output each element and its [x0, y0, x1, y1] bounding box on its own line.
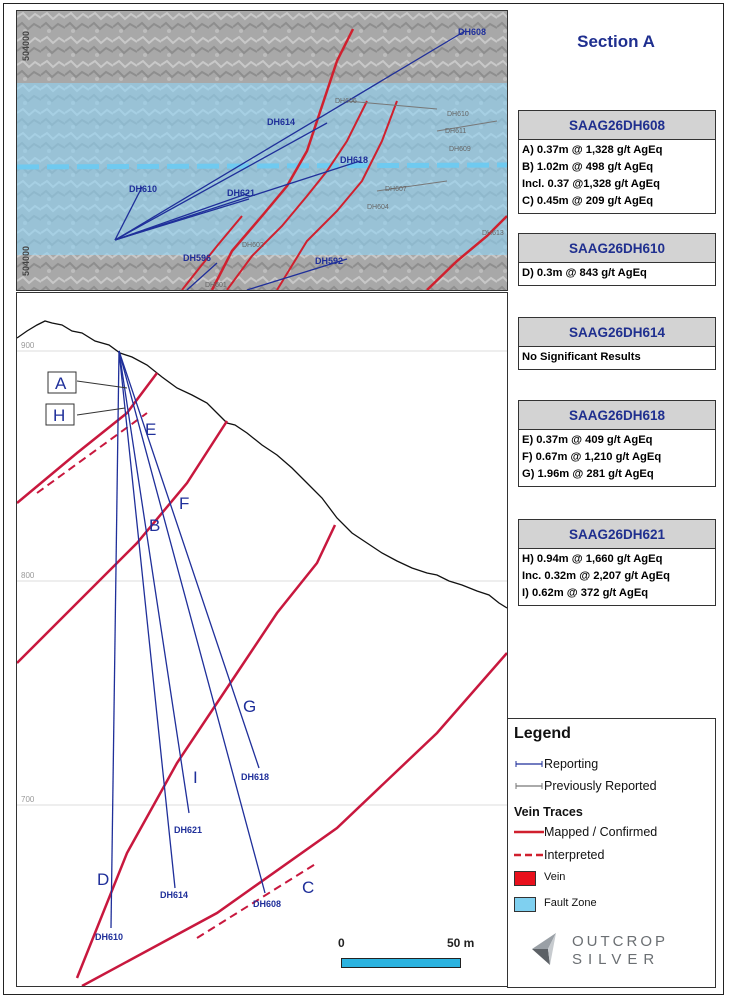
logo-line2: SILVER	[572, 951, 661, 968]
elevation-800: 800	[21, 571, 35, 580]
legend-vein-traces: Vein Traces	[514, 805, 583, 819]
map-grey-label: DH609	[449, 146, 471, 153]
point-label-a: A	[55, 374, 67, 393]
scale-bar-fill	[341, 958, 461, 968]
map-label-dh610: DH610	[129, 184, 158, 194]
result-box-dh621	[518, 519, 716, 606]
result-box-dh610	[518, 233, 716, 286]
result-line: C) 0.45m @ 209 g/t AgEq	[522, 195, 654, 207]
scale-end: 50 m	[447, 936, 475, 950]
map-grey-label: DH601	[205, 282, 227, 289]
result-box-dh614	[518, 317, 716, 370]
point-label-f: F	[179, 494, 190, 513]
map-grey-label: DH610	[447, 111, 469, 118]
result-line: A) 0.37m @ 1,328 g/t AgEq	[522, 144, 663, 156]
plan-map	[16, 10, 508, 291]
elevation-900: 900	[21, 341, 35, 350]
outcrop-logo-icon	[528, 929, 568, 969]
result-title: SAAG26DH621	[519, 520, 715, 549]
result-line: G) 1.96m @ 281 g/t AgEq	[522, 468, 654, 480]
northing-label-top: 504000	[21, 30, 31, 61]
elevation-700: 700	[21, 795, 35, 804]
result-line: Incl. 0.37 @1,328 g/t AgEq	[522, 178, 660, 190]
map-grey-label: DH606	[335, 98, 357, 105]
result-box-dh608	[518, 110, 716, 214]
section-title: Section A	[577, 32, 655, 51]
northing-label-bottom: 504000	[21, 245, 31, 276]
legend-fault-swatch	[514, 897, 536, 912]
point-label-g: G	[243, 697, 257, 716]
legend-interpreted: Interpreted	[544, 848, 605, 862]
scale-start: 0	[338, 936, 345, 950]
legend	[507, 718, 716, 988]
map-label-dh592: DH592	[315, 256, 344, 266]
map-grey-label: DH604	[367, 204, 389, 211]
section-label-dh608: DH608	[253, 899, 282, 909]
map-label-dh608: DH608	[458, 27, 487, 37]
result-line: No Significant Results	[522, 351, 641, 363]
map-label-dh618: DH618	[340, 155, 369, 165]
legend-reporting: Reporting	[544, 757, 599, 771]
result-title: SAAG26DH614	[519, 318, 715, 347]
point-label-h: H	[53, 406, 66, 425]
point-label-b: B	[149, 516, 161, 535]
result-title: SAAG26DH610	[519, 234, 715, 263]
result-line: B) 1.02m @ 498 g/t AgEq	[522, 161, 654, 173]
legend-title: Legend	[514, 725, 571, 742]
cross-section	[16, 292, 508, 987]
section-label-dh610: DH610	[95, 932, 124, 942]
map-grey-label: DH607	[385, 186, 407, 193]
result-line: F) 0.67m @ 1,210 g/t AgEq	[522, 451, 662, 463]
map-label-dh596: DH596	[183, 253, 212, 263]
logo-line1: OUTCROP	[572, 933, 668, 950]
map-grey-label: DH602	[242, 242, 264, 249]
topography-line	[17, 321, 507, 608]
point-label-i: I	[193, 768, 198, 787]
legend-mapped: Mapped / Confirmed	[544, 825, 658, 839]
map-grey-label: DH613	[482, 230, 504, 237]
result-box-dh618	[518, 400, 716, 487]
legend-vein-swatch	[514, 871, 536, 886]
map-label-dh614: DH614	[267, 117, 296, 127]
result-title: SAAG26DH618	[519, 401, 715, 430]
section-label-dh618: DH618	[241, 772, 270, 782]
result-line: D) 0.3m @ 843 g/t AgEq	[522, 267, 647, 279]
section-label-dh621: DH621	[174, 825, 203, 835]
point-label-e: E	[145, 420, 157, 439]
result-line: I) 0.62m @ 372 g/t AgEq	[522, 587, 649, 599]
result-line: H) 0.94m @ 1,660 g/t AgEq	[522, 553, 663, 565]
section-label-dh614: DH614	[160, 890, 189, 900]
point-label-d: D	[97, 870, 110, 889]
result-line: E) 0.37m @ 409 g/t AgEq	[522, 434, 653, 446]
legend-vein: Vein	[544, 871, 566, 883]
map-grey-label: DH611	[445, 128, 467, 135]
map-label-dh621: DH621	[227, 188, 256, 198]
legend-previously-reported: Previously Reported	[544, 779, 657, 793]
result-line: Inc. 0.32m @ 2,207 g/t AgEq	[522, 570, 670, 582]
point-label-c: C	[302, 878, 315, 897]
legend-fault-zone: Fault Zone	[544, 897, 597, 909]
result-title: SAAG26DH608	[519, 111, 715, 140]
vein-traces	[17, 373, 507, 986]
